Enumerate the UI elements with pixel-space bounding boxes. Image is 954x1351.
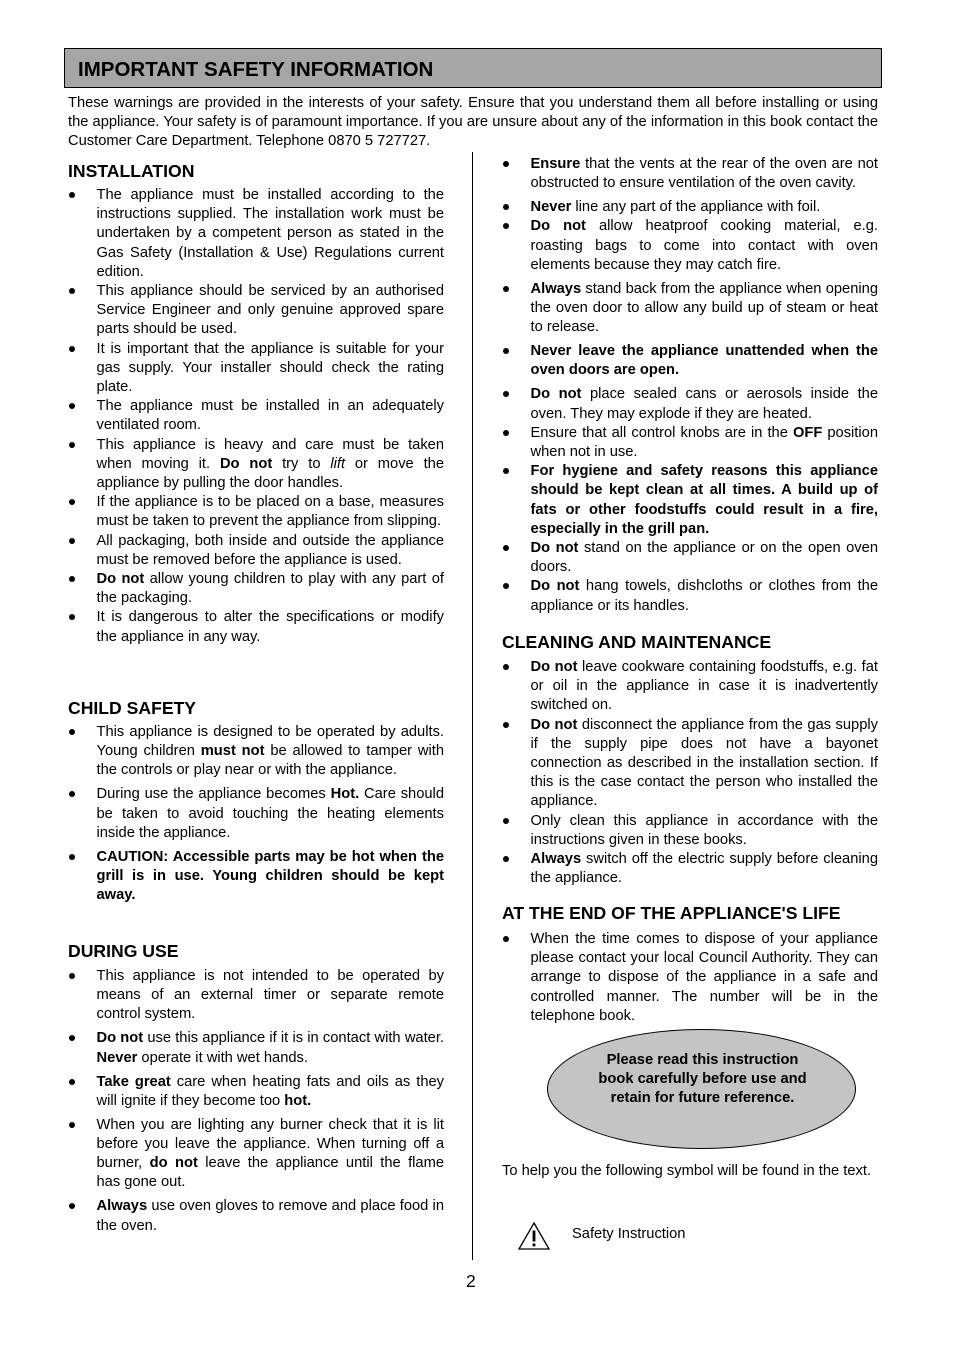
end-of-life-heading: AT THE END OF THE APPLIANCE'S LIFE — [502, 903, 841, 923]
list-item: CAUTION: Accessible parts may be hot when the grill is in use. Young children should be kept away. — [68, 848, 444, 906]
list-item: Never leave the appliance unattended when the oven doors are open. — [502, 342, 878, 380]
list-item: Never line any part of the appliance with foil. — [502, 198, 878, 217]
during-use-list-continued — [502, 155, 878, 616]
list-item: Ensure that all control knobs are in the OFF position when not in use. — [502, 424, 878, 462]
list-item: For hygiene and safety reasons this appliance should be kept clean at all times. A build up of fats or other foodstuffs could result in a fire, especially in the grill pan. — [502, 462, 878, 539]
safety-instruction-label: Safety Instruction — [572, 1226, 686, 1242]
list-item: It is dangerous to alter the specifications or modify the appliance in any way. — [68, 608, 444, 646]
list-item: If the appliance is to be placed on a base, measures must be taken to prevent the appliance from slipping. — [68, 493, 444, 531]
list-item: This appliance is designed to be operated by adults. Young children must not be allowed to tamper with the controls or play near or with the appliance. — [68, 723, 444, 781]
page-title: IMPORTANT SAFETY INFORMATION — [78, 58, 434, 81]
list-item: When you are lighting any burner check that it is lit before you leave the appliance. When turning off a burner, do not leave the appliance until the flame has gone out. — [68, 1116, 444, 1193]
during-use-list — [68, 967, 444, 1241]
list-item: Do not allow heatproof cooking material, e.g. roasting bags to come into contact with oven elements because they may catch fire. — [502, 217, 878, 275]
notice-oval — [547, 1029, 856, 1149]
list-item: Always switch off the electric supply before cleaning the appliance. — [502, 850, 878, 888]
list-item: The appliance must be installed according to the instructions supplied. The installation work must be undertaken by a competent person as stated in the Gas Safety (Installation & Use) Regulations current edition. — [68, 186, 444, 282]
list-item: During use the appliance becomes Hot. Care should be taken to avoid touching the heating elements inside the appliance. — [68, 785, 444, 843]
list-item: Do not leave cookware containing foodstuffs, e.g. fat or oil in the appliance in case it is inadvertently switched on. — [502, 658, 878, 716]
title-bar — [64, 48, 882, 88]
list-item: This appliance is heavy and care must be taken when moving it. Do not try to lift or move the appliance by pulling the door handles. — [68, 436, 444, 494]
list-item: This appliance is not intended to be operated by means of an external timer or separate remote control system. — [68, 967, 444, 1025]
list-item: When the time comes to dispose of your appliance please contact your local Council Authority. They can arrange to dispose of the appliance in a safe and controlled manner. The number will be in the telephone book. — [502, 930, 878, 1026]
list-item: Do not allow young children to play with any part of the packaging. — [68, 570, 444, 608]
list-item: Ensure that the vents at the rear of the oven are not obstructed to ensure ventilation of the oven cavity. — [502, 155, 878, 193]
list-item: The appliance must be installed in an adequately ventilated room. — [68, 397, 444, 435]
list-item: It is important that the appliance is suitable for your gas supply. Your installer should check the rating plate. — [68, 340, 444, 398]
list-item: Do not stand on the appliance or on the open oven doors. — [502, 539, 878, 577]
list-item: All packaging, both inside and outside the appliance must be removed before the appliance is used. — [68, 532, 444, 570]
list-item: Only clean this appliance in accordance with the instructions given in these books. — [502, 812, 878, 850]
end-of-life-list — [502, 930, 878, 1026]
list-item: This appliance should be serviced by an authorised Service Engineer and only genuine approved spare parts should be used. — [68, 282, 444, 340]
page-number: 2 — [466, 1271, 476, 1291]
installation-list — [68, 186, 444, 647]
notice-text: Please read this instruction book carefully before use and retain for future reference. — [598, 1052, 807, 1106]
list-item: Do not disconnect the appliance from the gas supply if the supply pipe does not have a bayonet connection as described in the installation section. If this is the case contact the person who installed the appliance. — [502, 716, 878, 812]
symbol-note: To help you the following symbol will be found in the text. — [502, 1163, 872, 1179]
list-item: Do not use this appliance if it is in contact with water. Never operate it with wet hands. — [68, 1029, 444, 1067]
list-item: Always stand back from the appliance when opening the oven door to allow any build up of steam or heat to release. — [502, 280, 878, 338]
child-safety-list — [68, 723, 444, 910]
cleaning-heading: CLEANING AND MAINTENANCE — [502, 632, 772, 652]
during-use-heading: DURING USE — [68, 941, 179, 961]
intro-paragraph: These warnings are provided in the interests of your safety. Ensure that you understand them all before installing or using the appliance. Your safety is of paramount importance. If you are unsure about any of the information in this book contact the Customer Care Department. Telephone 0870 5 727727. — [68, 95, 878, 149]
warning-triangle-icon — [517, 1221, 551, 1251]
list-item: Do not hang towels, dishcloths or clothes from the appliance or its handles. — [502, 577, 878, 615]
column-divider — [472, 152, 473, 1260]
list-item: Always use oven gloves to remove and place food in the oven. — [68, 1197, 444, 1235]
list-item: Take great care when heating fats and oils as they will ignite if they become too hot. — [68, 1073, 444, 1111]
installation-heading: INSTALLATION — [68, 161, 195, 181]
cleaning-list — [502, 658, 878, 888]
list-item: Do not place sealed cans or aerosols inside the oven. They may explode if they are heated. — [502, 385, 878, 423]
child-safety-heading: CHILD SAFETY — [68, 698, 197, 718]
